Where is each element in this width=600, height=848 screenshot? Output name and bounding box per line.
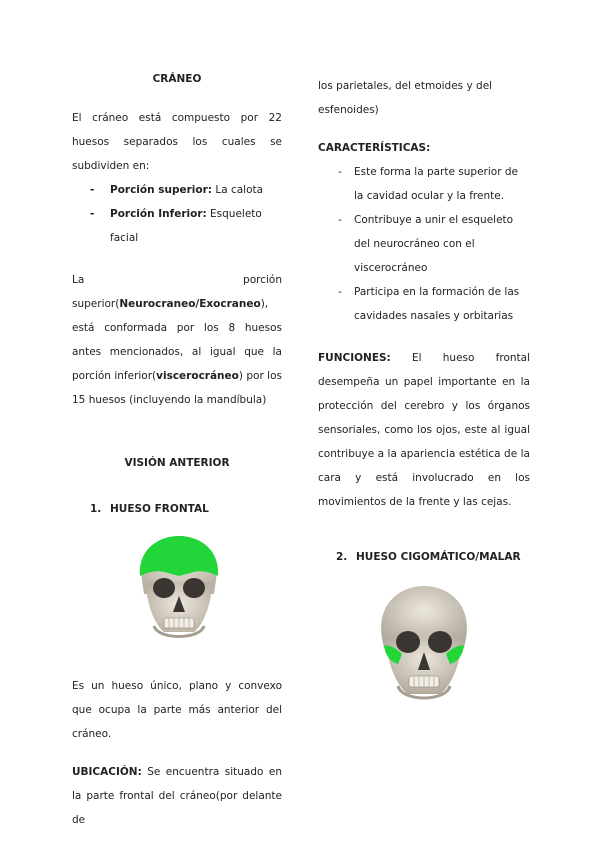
skull-frontal-figure — [124, 532, 234, 644]
frontal-description: Es un hueso único, plano y convexo que ocupa la parte más anterior del cráneo. — [72, 680, 282, 740]
portion-list — [72, 178, 282, 250]
neurocraneo-paragraph: La porción superior(Neurocraneo/Exocraneo), está conformada por los 8 huesos antes mencionados, al igual que la porción inferior(viscerocráneo) por los 15 huesos (incluyendo la mandíbula) — [72, 274, 282, 406]
ubicacion-paragraph: UBICACIÓN: Se encuentra situado en la parte frontal del cráneo(por delante de — [72, 766, 282, 826]
intro-paragraph: El cráneo está compuesto por 22 huesos separados los cuales se subdividen en: — [72, 112, 282, 172]
left-column — [72, 70, 282, 832]
heading-frontal: 1. HUESO FRONTAL — [90, 503, 209, 515]
caracteristicas-list — [318, 160, 530, 328]
section-title: VISIÓN ANTERIOR — [124, 457, 230, 469]
heading-cigomatico: 2. HUESO CIGOMÁTICO/MALAR — [336, 551, 521, 563]
funciones-paragraph: FUNCIONES: El hueso frontal desempeña un papel importante en la protección del cerebro y los órganos sensoriales, como los ojos, este al igual contribuye a la apariencia estética de la cara y está involucrado en los movimientos de la frente y las cejas. — [318, 352, 530, 508]
page-title: CRÁNEO — [152, 73, 202, 85]
list-item: - Este forma la parte superior de la cavidad ocular y la frente. — [318, 160, 530, 208]
list-item: - Participa en la formación de las cavidades nasales y orbitarias — [318, 280, 530, 328]
skull-zygomatic-figure — [368, 582, 480, 706]
continuation-paragraph: los parietales, del etmoides y del esfenoides) — [318, 80, 493, 116]
right-column — [318, 74, 530, 706]
caracteristicas-title: CARACTERÍSTICAS: — [318, 142, 431, 154]
list-item: - Porción Inferior: Esqueleto facial — [72, 202, 282, 250]
list-item: - Porción superior: La calota — [72, 178, 282, 202]
list-item: - Contribuye a unir el esqueleto del neurocráneo con el viscerocráneo — [318, 208, 530, 280]
